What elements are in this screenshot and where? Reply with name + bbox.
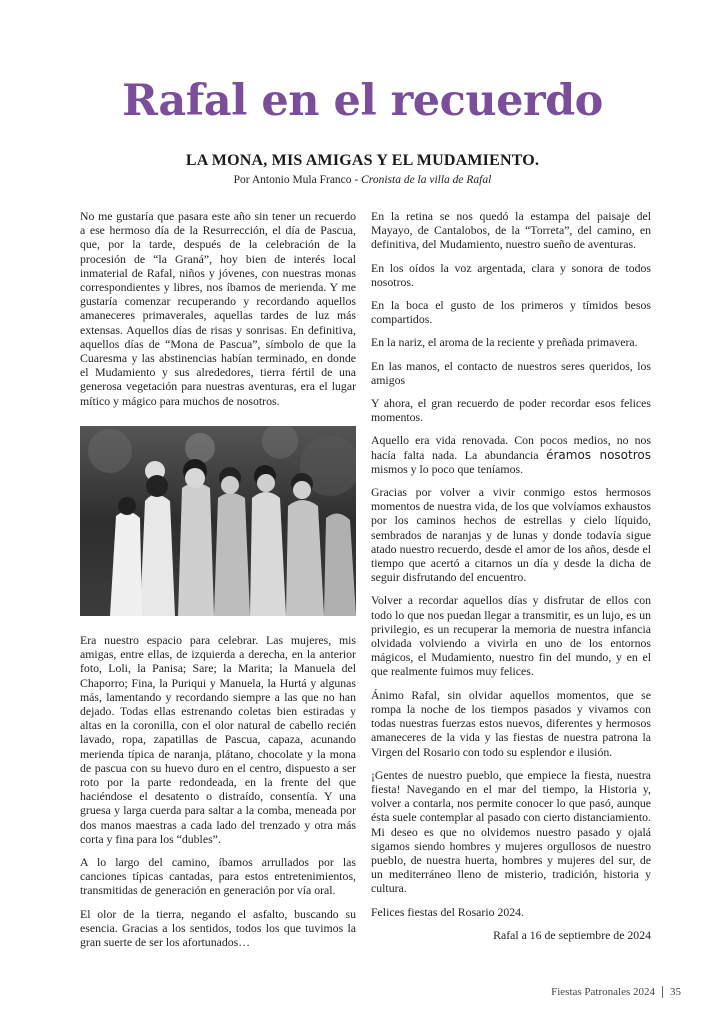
paragraph <box>371 433 651 476</box>
paragraph: A lo largo del camino, íbamos arrullados por las canciones típicas cantadas, para estos entretenimientos, transmitidas de generación en generación por vía oral. <box>80 855 356 898</box>
paragraph: En la nariz, el aroma de la reciente y preñada primavera. <box>371 335 638 350</box>
left-column-top <box>80 209 356 417</box>
paragraph: Era nuestro espacio para celebrar. Las mujeres, mis amigas, entre ellas, de izquierda a derecha, en la anterior foto, Loli, la Panisa; Sare; la Marita; la Manuela del Chaporro; Fina, la Puriqui y Manuela, la Hurtá y algunas más, lamentando y recordando siempre a las que no han dejado. Todas ellas estrenando coletas bien estiradas y altas en la coronilla, con el olor natural de cabello recién lavado, ropa, zapatillas de Pascua, capaza, acunando merienda típica de naranja, plátano, chocolate y la mona de pascua con su huevo duro en el centro, dispuesto a ser roto por la parte redondeada, en la frente del que haciéndose el desatento o distraído, consentía. Y una gruesa y larga cuerda para saltar a la comba, meneada por dos manos maestras a cada lado del trenzado y otra más corta y fina para los “dubles”. <box>80 633 356 846</box>
paragraph: Ánimo Rafal, sin olvidar aquellos momentos, que se rompa la noche de los tiempos pasados y vivamos con todas nuestras fuerzas estos nuevos, diferentes y hermosos amaneceres de la vida y las fiestas de nuestra patrona la Virgen del Rosario con todo su esplendor e ilusión. <box>371 687 651 759</box>
paragraph: Gracias por volver a vivir conmigo estos hermosos momentos de nuestra vida, de los que volvíamos exhaustos por los caminos hechos de estrellas y cielo líquido, sembrados de naranjas y de lunas y donde todavía sigue atado nuestro recuerdo, desde el amor de los años, desde el tiempo que acertó a citarnos un día y desde la dicha de seguir disfrutando del encuentro. <box>371 485 651 585</box>
footer-divider <box>662 986 663 998</box>
paragraph: Volver a recordar aquellos días y disfrutar de ellos con todo lo que nos puedan llegar a transmitir, es un lujo, es un privilegio, es un recuperar la memoria de nuestra infancia olvidada volviendo a vivirla en uno de los entornos mágicos, el Mudamiento, nuestro fin del mundo, y en el que realmente fuimos muy felices. <box>371 593 651 679</box>
page-title: Rafal en el recuerdo <box>122 76 603 126</box>
paragraph: En la boca el gusto de los primeros y tímidos besos compartidos. <box>371 298 651 327</box>
text-run: mismos y lo poco que teníamos. <box>371 461 524 476</box>
paragraph: El olor de la tierra, negando el asfalto, buscando su esencia. Gracias a los sentidos, todos los que tuvimos la gran suerte de ser los afortunados… <box>80 906 356 950</box>
paragraph: Y ahora, el gran recuerdo de poder recordar esos felices momentos. <box>371 396 651 425</box>
byline-author: Por Antonio Mula Franco - <box>233 174 362 186</box>
page-number: 35 <box>670 986 681 998</box>
paragraph: No me gustaría que pasara este año sin tener un recuerdo a ese hermoso día de la Resurrección, el día de Pascua, que, por la tarde, después de la celebración de la procesión de “la Graná”, hoy bien de interés local inmaterial de Rafal, niños y jóvenes, con nuestras monas correspondientes y libres, nos íbamos de merienda. Y me gustaría comenzar recuperando y recordando aquellos amaneceres primaverales, aquellas tardes de luz más extensas. Aquellos días de risas y sonrisas. En definitiva, aquellos días de “Mona de Pascua”, símbolo de que la Cuaresma y las abstinencias habían terminado, en donde el Mudamiento y sus alrededores, tierra fértil de una generosa vegetación para nuestras aventuras, era el lugar mítico y mágico para muchos de nosotros. <box>80 209 356 408</box>
byline <box>0 174 725 186</box>
page-footer <box>551 986 681 998</box>
text-run-sans: éramos nosotros <box>546 447 651 462</box>
byline-role: Cronista de la villa de Rafal <box>361 174 492 186</box>
paragraph: En la retina se nos quedó la estampa del paisaje del Mayayo, de Cantalobos, de la “Torreta”, del camino, en definitiva, del Mudamiento, nuestro sueño de aventuras. <box>371 209 651 252</box>
historical-photo <box>80 426 356 616</box>
right-column <box>371 209 651 951</box>
signoff: Rafal a 16 de septiembre de 2024 <box>493 927 651 942</box>
paragraph: Felices fiestas del Rosario 2024. <box>371 904 525 919</box>
paragraph: En las manos, el contacto de nuestros seres queridos, los amigos <box>371 358 651 387</box>
paragraph: En los oídos la voz argentada, clara y sonora de todos nosotros. <box>371 260 651 289</box>
text-run: Aquello era vida renovada. Con pocos medios, no nos hacía falta nada. La abundancia <box>371 433 651 462</box>
paragraph: ¡Gentes de nuestro pueblo, que empiece la fiesta, nuestra fiesta! Navegando en el mar del tiempo, la Historia y, volver a contarla, nos permite conocer lo que pasó, aunque ésta suele contemplar al pasado con cierto distanciamiento. Mi deseo es que no olvidemos nuestro pasado y ojalá sigamos siendo hombres y mujeres orgullosos de nuestro pueblo, de nuestra huerta, hombres y mujeres del sur, de un mediterráneo lleno de misterio, tradición, historia y cultura. <box>371 767 651 896</box>
girls-group-photo-image <box>80 426 356 616</box>
article-headline: LA MONA, MIS AMIGAS Y EL MUDAMIENTO. <box>185 152 540 169</box>
publication-name: Fiestas Patronales 2024 <box>551 986 655 998</box>
left-column-bottom <box>80 633 356 958</box>
